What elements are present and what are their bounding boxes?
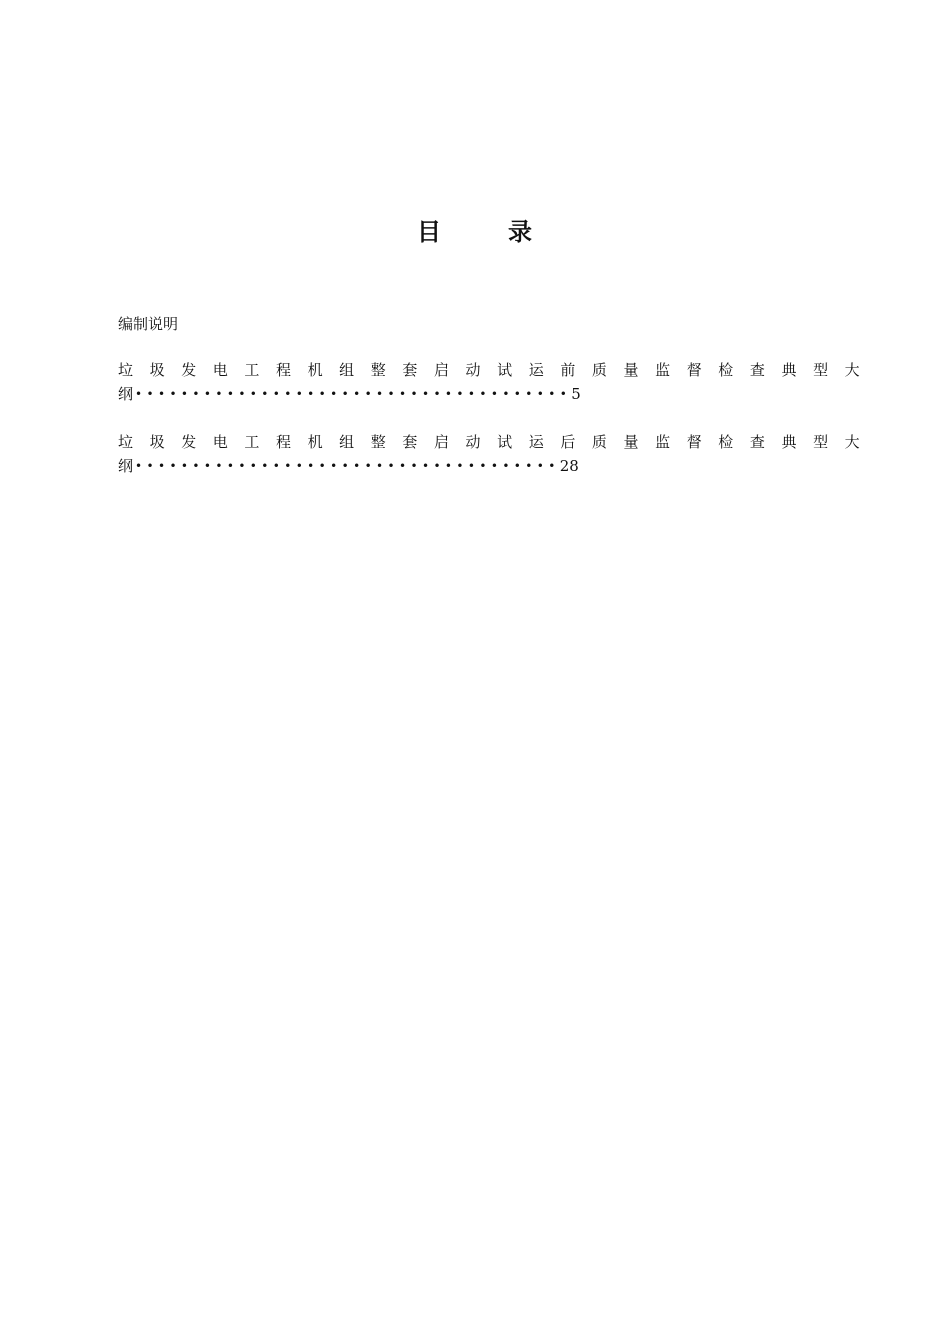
title-char: 发	[181, 433, 197, 451]
toc-entry-title-line	[118, 358, 860, 382]
title-char: 查	[749, 433, 765, 451]
title-char: 电	[212, 433, 228, 451]
title-char: 套	[402, 433, 418, 451]
page-number: 28	[559, 457, 579, 475]
title-char: 质	[591, 361, 607, 379]
title-char: 大	[844, 361, 860, 379]
title-char: 组	[339, 361, 355, 379]
title-char: 机	[307, 433, 323, 451]
title-char: 套	[402, 361, 418, 379]
title-char: 程	[275, 433, 291, 451]
title-char: 机	[307, 361, 323, 379]
title-char: 运	[528, 433, 544, 451]
title-char: 大	[844, 433, 860, 451]
title-char: 量	[623, 433, 639, 451]
toc-entry-pre-commissioning[interactable]	[118, 358, 860, 406]
title-char: 监	[655, 433, 671, 451]
toc-title	[0, 212, 950, 247]
title-char: 动	[465, 361, 481, 379]
title-char: 督	[686, 433, 702, 451]
title-char: 检	[718, 361, 734, 379]
page-number: 5	[571, 385, 581, 403]
title-char: 前	[560, 361, 576, 379]
title-char: 垃	[118, 361, 134, 379]
dot-leader: ••••••••••••••••••••••••••••••••••••••	[135, 387, 572, 401]
title-char: 垃	[118, 433, 134, 451]
title-char: 整	[370, 433, 386, 451]
toc-entry-intro[interactable]: 编制说明	[118, 315, 179, 333]
title-char: 监	[655, 361, 671, 379]
dot-leader: •••••••••••••••••••••••••••••••••••••	[135, 459, 560, 473]
title-tail: 纲	[118, 457, 134, 475]
title-char: 质	[591, 433, 607, 451]
title-char: 型	[813, 361, 829, 379]
title-char: 试	[497, 433, 513, 451]
toc-entry-post-commissioning[interactable]	[118, 430, 860, 478]
toc-title-right: 录	[508, 217, 533, 246]
title-char: 量	[623, 361, 639, 379]
title-char: 启	[433, 433, 449, 451]
title-char: 运	[528, 361, 544, 379]
title-char: 查	[749, 361, 765, 379]
title-char: 整	[370, 361, 386, 379]
title-char: 工	[244, 433, 260, 451]
toc-entry-title-line	[118, 430, 860, 454]
title-char: 检	[718, 433, 734, 451]
title-tail: 纲	[118, 385, 134, 403]
title-char: 后	[560, 433, 576, 451]
title-char: 典	[781, 433, 797, 451]
title-char: 型	[813, 433, 829, 451]
title-char: 发	[181, 361, 197, 379]
title-char: 试	[497, 361, 513, 379]
toc-entry-leader-line	[118, 382, 860, 406]
title-char: 圾	[149, 361, 165, 379]
title-char: 组	[339, 433, 355, 451]
title-char: 程	[275, 361, 291, 379]
toc-entry-leader-line	[118, 454, 860, 478]
title-char: 典	[781, 361, 797, 379]
title-char: 圾	[149, 433, 165, 451]
title-char: 工	[244, 361, 260, 379]
title-char: 启	[433, 361, 449, 379]
title-char: 督	[686, 361, 702, 379]
title-char: 动	[465, 433, 481, 451]
title-char: 电	[212, 361, 228, 379]
toc-title-left: 目	[417, 217, 442, 246]
